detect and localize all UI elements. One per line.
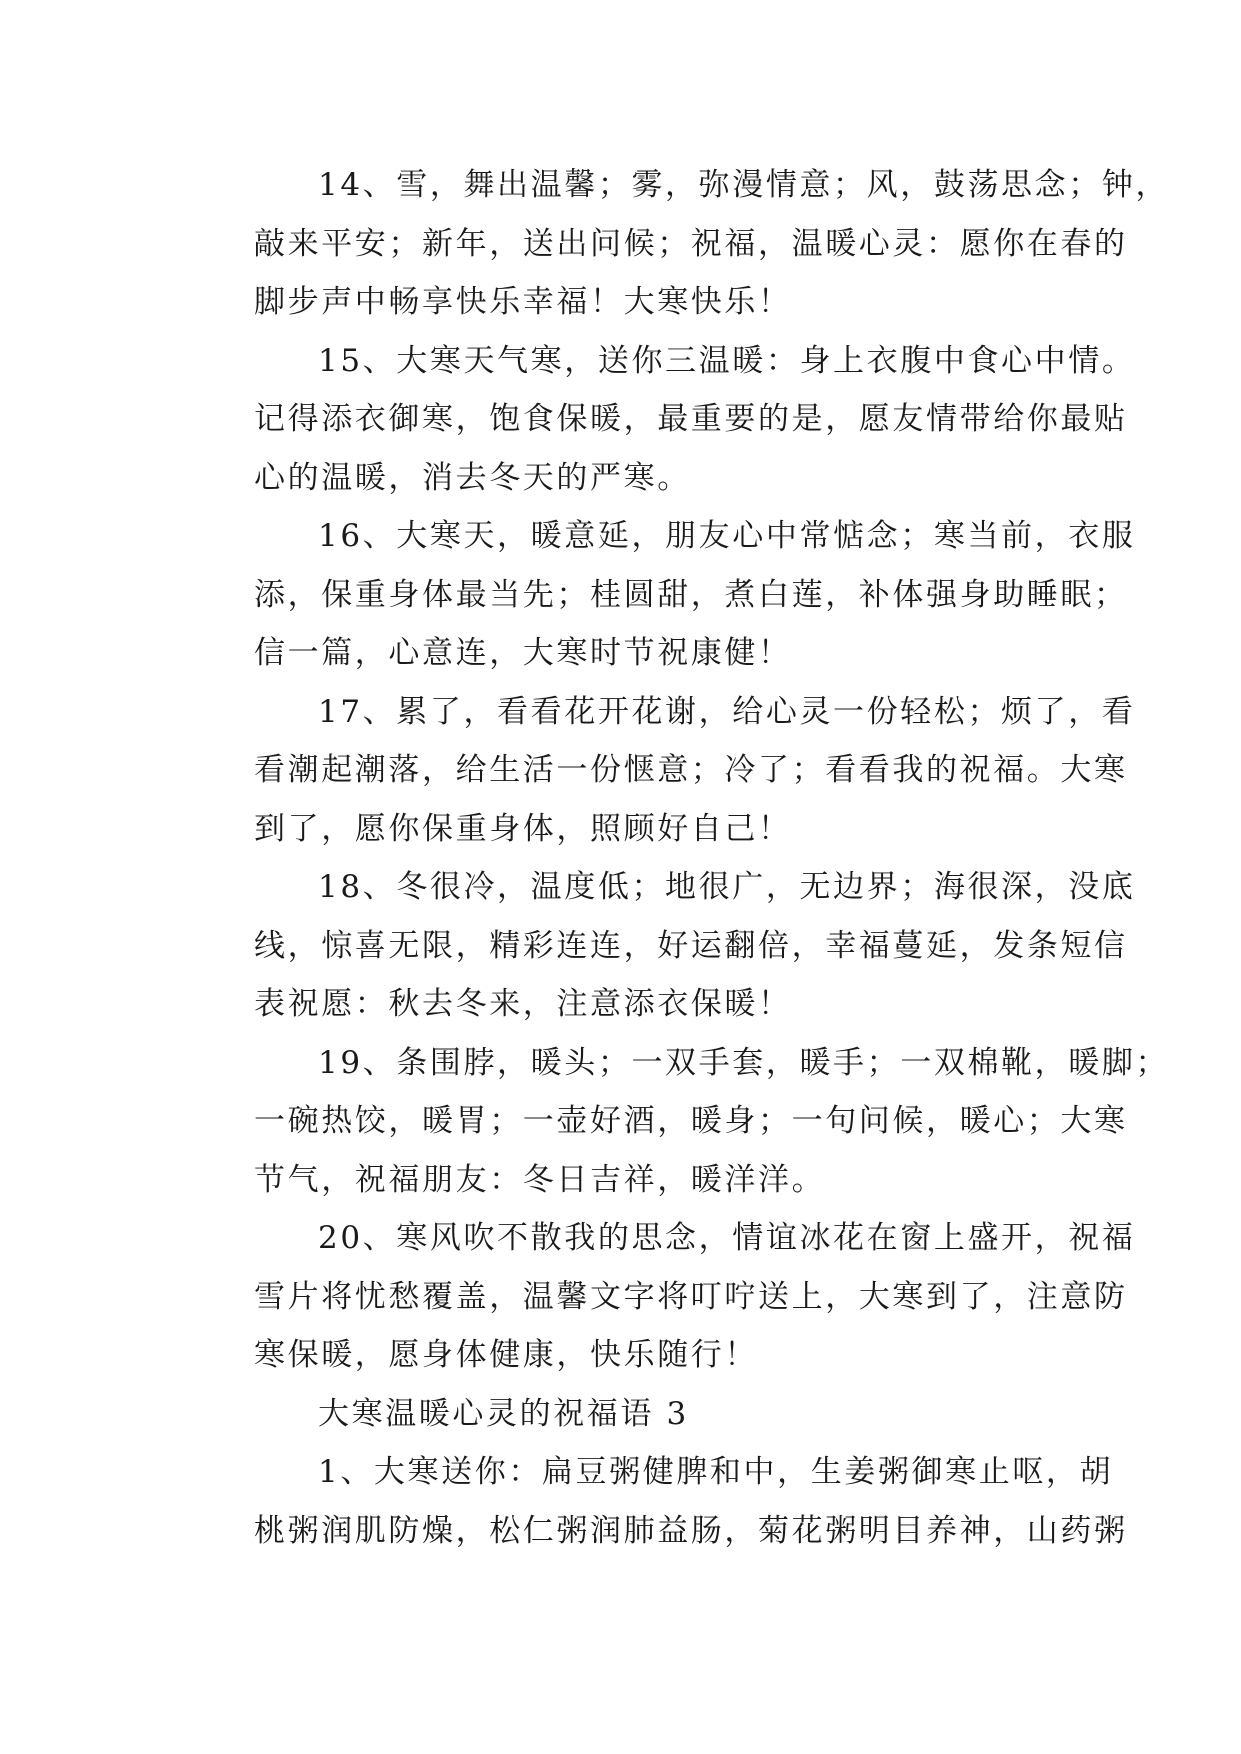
text-line: 16、大寒天，暖意延，朋友心中常惦念；寒当前，衣服 — [318, 518, 1136, 554]
section-heading — [190, 1385, 1066, 1444]
paragraph-14 — [190, 156, 1170, 332]
paragraph-16 — [190, 507, 1136, 683]
paragraph-17 — [190, 683, 1136, 859]
text-line: 节气，祝福朋友：冬日吉祥，暖洋洋。 — [254, 1161, 826, 1198]
text-line: 信一篇，心意连，大寒时节祝康健！ — [254, 635, 792, 671]
text-line: 寒保暖，愿身体健康，快乐随行！ — [254, 1337, 758, 1373]
text-line: 20、寒风吹不散我的思念，情谊冰花在窗上盛开，祝福 — [318, 1220, 1136, 1256]
text-line: 17、累了，看看花开花谢，给心灵一份轻松；烦了，看 — [318, 693, 1136, 730]
text-line: 1、大寒送你：扁豆粥健脾和中，生姜粥御寒止呕，胡 — [318, 1454, 1114, 1490]
text-line: 敲来平安；新年，送出问候；祝福，温暖心灵：愿你在春的 — [254, 225, 1128, 262]
text-line: 线，惊喜无限，精彩连连，好运翻倍，幸福蔓延，发条短信 — [254, 927, 1128, 964]
paragraph-18 — [190, 858, 1136, 1034]
text-line: 雪片将忧愁覆盖，温馨文字将叮咛送上，大寒到了，注意防 — [254, 1278, 1128, 1315]
paragraph-20 — [190, 1209, 1136, 1385]
section-heading-text: 大寒温暖心灵的祝福语 3 — [318, 1395, 689, 1432]
text-line: 添，保重身体最当先；桂圆甜，煮白莲，补体强身助睡眠； — [254, 576, 1128, 613]
text-line: 桃粥润肌防燥，松仁粥润肺益肠，菊花粥明目养神，山药粥 — [254, 1512, 1128, 1549]
text-line: 脚步声中畅享快乐幸福！大寒快乐！ — [254, 284, 792, 320]
text-line: 15、大寒天气寒，送你三温暖：身上衣腹中食心中情。 — [318, 342, 1136, 379]
text-line: 18、冬很冷，温度低；地很广，无边界；海很深，没底 — [318, 869, 1136, 905]
text-line: 14、雪，舞出温馨；雾，弥漫情意；风，鼓荡思念；钟， — [318, 167, 1170, 203]
text-line: 19、条围脖，暖头；一双手套，暖手；一双棉靴，暖脚； — [318, 1044, 1170, 1081]
text-line: 心的温暖，消去冬天的严寒。 — [254, 459, 691, 496]
text-line: 表祝愿：秋去冬来，注意添衣保暖！ — [254, 986, 792, 1022]
text-line: 记得添衣御寒，饱食保暖，最重要的是，愿友情带给你最贴 — [254, 401, 1128, 437]
paragraph-15 — [190, 332, 1136, 508]
paragraph-1 — [190, 1443, 1128, 1560]
text-line: 一碗热饺，暖胃；一壶好酒，暖身；一句问候，暖心；大寒 — [254, 1103, 1128, 1139]
document-body — [190, 156, 1170, 1560]
text-line: 到了，愿你保重身体，照顾好自己！ — [254, 810, 792, 847]
text-line: 看潮起潮落，给生活一份惬意；冷了；看看我的祝福。大寒 — [254, 752, 1128, 788]
paragraph-19 — [190, 1034, 1170, 1210]
